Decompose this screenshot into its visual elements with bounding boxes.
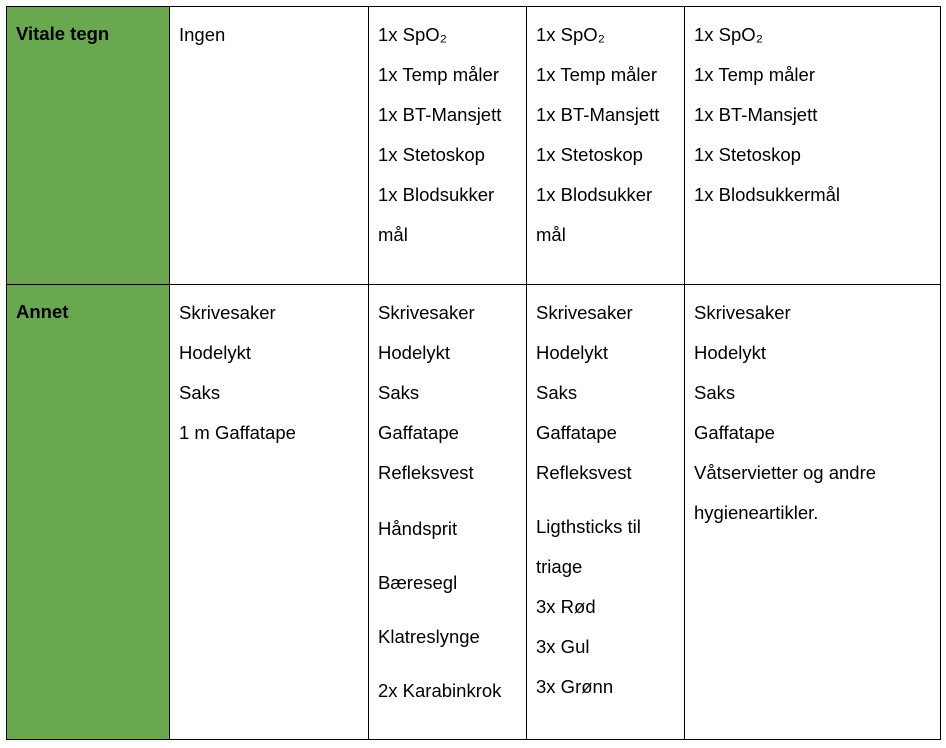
table-cell (170, 7, 368, 46)
table-cell (685, 7, 940, 206)
cell-line: Ingen (179, 24, 226, 45)
table-cell (685, 285, 940, 524)
cell-line: 1x SpO₂ (694, 24, 763, 45)
cell-line: 1x SpO₂ (378, 24, 447, 45)
cell-line: Saks (378, 382, 420, 403)
cell-line: hygieneartikler. (694, 502, 819, 523)
cell-line: 1x Temp måler (378, 64, 499, 85)
cell-line: mål (536, 224, 566, 245)
cell-line: Våtservietter og andre (694, 462, 877, 483)
cell-line: 1x Stetoskop (536, 144, 643, 165)
cell-line: 1x BT-Mansjett (536, 104, 660, 125)
cell-line: 1x Blodsukkermål (694, 184, 841, 205)
table-cell (369, 285, 526, 702)
table-row (7, 7, 941, 285)
cell-line: Saks (179, 382, 221, 403)
cell-line: 3x Rød (536, 596, 596, 617)
cell-line: Skrivesaker (378, 302, 475, 323)
table-cell (170, 285, 368, 444)
table-row (7, 285, 941, 740)
table-cell (369, 7, 526, 246)
cell-line: 1x BT-Mansjett (694, 104, 818, 125)
equipment-table (6, 6, 941, 740)
cell-line: mål (378, 224, 408, 245)
cell-line: 1x BT-Mansjett (378, 104, 502, 125)
cell-line: 1x Stetoskop (694, 144, 801, 165)
cell-line: Hodelykt (694, 342, 766, 363)
cell-line: 1x Blodsukker (378, 184, 495, 205)
cell-line: triage (536, 556, 583, 577)
cell-line: Hodelykt (179, 342, 251, 363)
row-header-vitale-tegn: Vitale tegn (7, 7, 170, 285)
cell-line: Gaffatape (378, 422, 459, 443)
cell-line: Skrivesaker (694, 302, 791, 323)
cell-line: 1x Stetoskop (378, 144, 485, 165)
cell-line: 1 m Gaffatape (179, 422, 296, 443)
cell-line: Refleksvest (378, 462, 474, 483)
cell-line: 1x SpO₂ (536, 24, 605, 45)
cell-line: 1x Blodsukker (536, 184, 653, 205)
cell-line: Håndsprit (378, 518, 458, 539)
row-header-annet: Annet (7, 285, 170, 740)
cell-line: Hodelykt (378, 342, 450, 363)
cell-line: Saks (536, 382, 578, 403)
cell-line: 3x Gul (536, 636, 590, 657)
cell-line: Saks (694, 382, 736, 403)
cell-line: Gaffatape (694, 422, 775, 443)
cell-line: Refleksvest (536, 462, 632, 483)
cell-line: 3x Grønn (536, 676, 614, 697)
cell-line: 2x Karabinkrok (378, 680, 502, 701)
cell-line: Skrivesaker (536, 302, 633, 323)
cell-line: Hodelykt (536, 342, 608, 363)
cell-line: Ligthsticks til (536, 516, 641, 537)
cell-line: Bæresegl (378, 572, 458, 593)
table-cell (527, 285, 684, 698)
cell-line: Klatreslynge (378, 626, 480, 647)
cell-line: Gaffatape (536, 422, 617, 443)
cell-line: 1x Temp måler (536, 64, 657, 85)
cell-line: Skrivesaker (179, 302, 276, 323)
table-cell (527, 7, 684, 246)
cell-line: 1x Temp måler (694, 64, 815, 85)
